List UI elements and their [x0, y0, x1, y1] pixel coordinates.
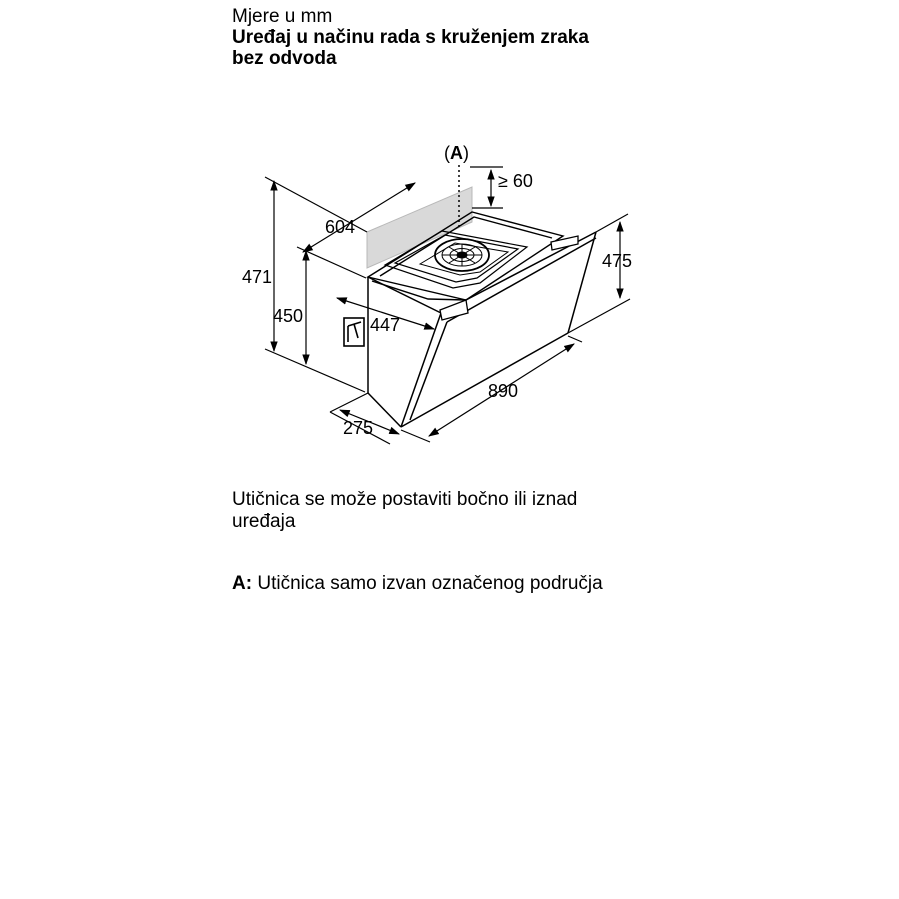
dim-depth-top: 604	[325, 217, 356, 237]
fan-icon	[435, 239, 489, 271]
legend-key: A:	[232, 573, 253, 594]
dim-height-body: 450	[272, 306, 304, 326]
legend-a	[232, 573, 603, 595]
dim-clearance-top: ≥ 60	[498, 171, 533, 191]
dim-height-right: 475	[602, 251, 633, 271]
dim-height-total: 471	[241, 267, 273, 287]
dim-width: 890	[488, 381, 519, 401]
label-a: (A)	[444, 143, 469, 163]
title-line-1: Uređaj u načinu rada s kruženjem zraka	[232, 27, 589, 48]
title-line-2: bez odvoda	[232, 48, 337, 69]
units-note: Mjere u mm	[232, 6, 333, 27]
dim-depth-bottom: 275	[343, 418, 374, 438]
socket-note-line-2: uređaja	[232, 511, 296, 532]
socket-icon	[344, 318, 364, 346]
legend-text: Utičnica samo izvan označenog područja	[252, 573, 603, 594]
side-clip	[440, 300, 468, 320]
socket-note-line-1: Utičnica se može postaviti bočno ili iznad	[232, 489, 578, 510]
dim-depth-447: 447	[370, 315, 401, 335]
